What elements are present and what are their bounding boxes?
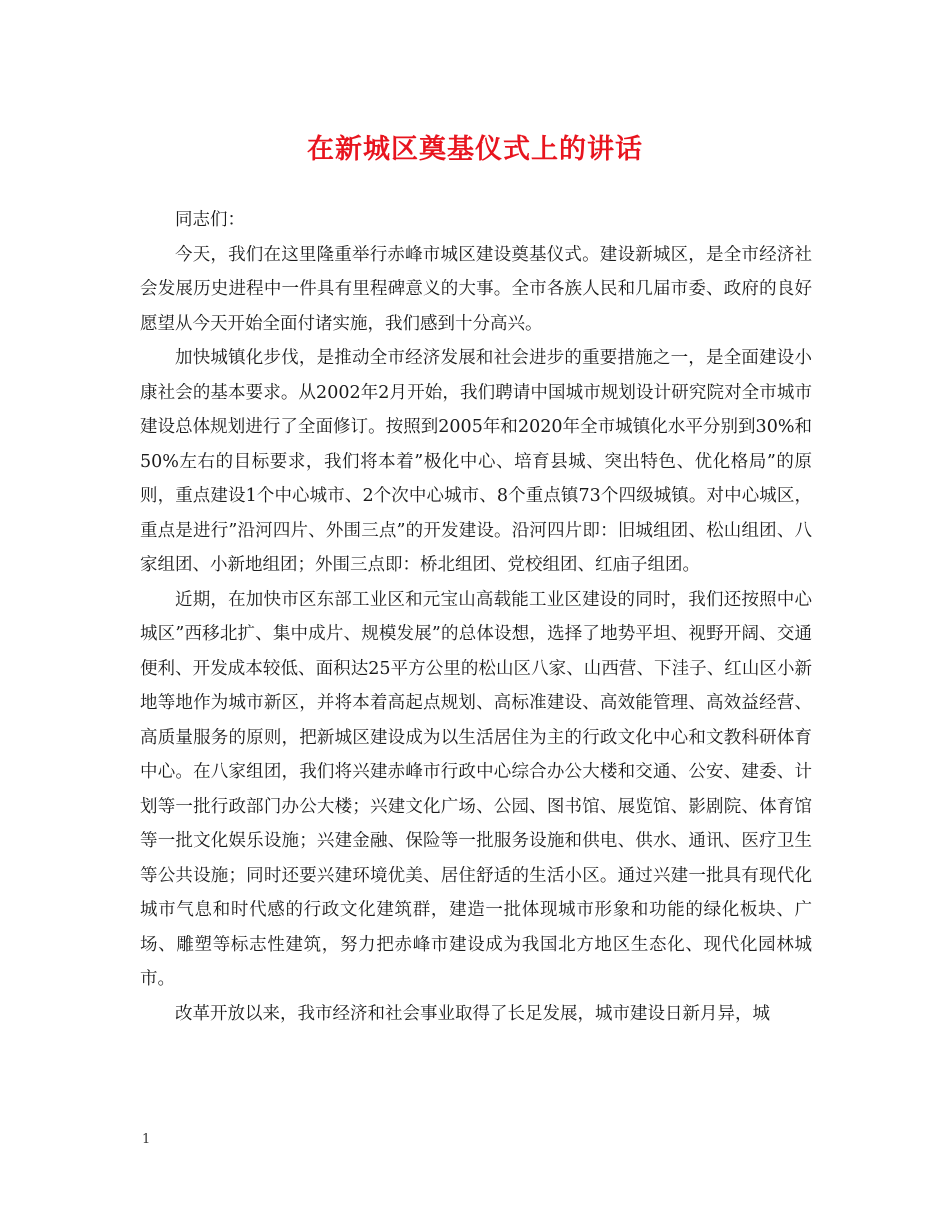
paragraph-1: 今天，我们在这里隆重举行赤峰市城区建设奠基仪式。建设新城区，是全市经济社会发展历史进程中一件具有里程碑意义的大事。全市各族人民和几届市委、政府的良好愿望从今天开始全面付诸实施，我们感到十分高兴。 [140, 244, 812, 334]
page-number: 1 [142, 1132, 151, 1147]
paragraph-2: 加快城镇化步伐，是推动全市经济发展和社会进步的重要措施之一，是全面建设小康社会的基本要求。从2002年2月开始，我们聘请中国城市规划设计研究院对全市城市建设总体规划进行了全面修订。按照到2005年和2020年全市城镇化水平分别到30%和50%左右的目标要求，我们将本着”极化中心、培育县城、突出特色、优化格局”的原则，重点建设1个中心城市、2个次中心城市、8个重点镇73个四级城镇。对中心城区，重点是进行”沿河四片、外围三点”的开发建设。沿河四片即：旧城组团、松山组团、八家组团、小新地组团；外围三点即：桥北组团、党校组团、红庙子组团。 [140, 348, 812, 575]
paragraph-3: 近期，在加快市区东部工业区和元宝山高载能工业区建设的同时，我们还按照中心城区”西移北扩、集中成片、规模发展”的总体设想，选择了地势平坦、视野开阔、交通便利、开发成本较低、面积达25平方公里的松山区八家、山西营、下洼子、红山区小新地等地作为城市新区，并将本着高起点规划、高标准建设、高效能管理、高效益经营、高质量服务的原则，把新城区建设成为以生活居住为主的行政文化中心和文教科研体育中心。在八家组团，我们将兴建赤峰市行政中心综合办公大楼和交通、公安、建委、计划等一批行政部门办公大楼；兴建文化广场、公园、图书馆、展览馆、影剧院、体育馆等一批文化娱乐设施；兴建金融、保险等一批服务设施和供电、供水、通讯、医疗卫生等公共设施；同时还要兴建环境优美、居住舒适的生活小区。通过兴建一批具有现代化城市气息和时代感的行政文化建筑群，建造一批体现城市形象和功能的绿化板块、广场、雕塑等标志性建筑，努力把赤峰市建设成为我国北方地区生态化、现代化园林城市。 [140, 589, 812, 989]
greeting: 同志们： [175, 210, 245, 230]
paragraph-4: 改革开放以来，我市经济和社会事业取得了长足发展，城市建设日新月异，城 [175, 1003, 770, 1024]
document-body [140, 203, 812, 1031]
document-title: 在新城区奠基仪式上的讲话 [307, 134, 643, 165]
